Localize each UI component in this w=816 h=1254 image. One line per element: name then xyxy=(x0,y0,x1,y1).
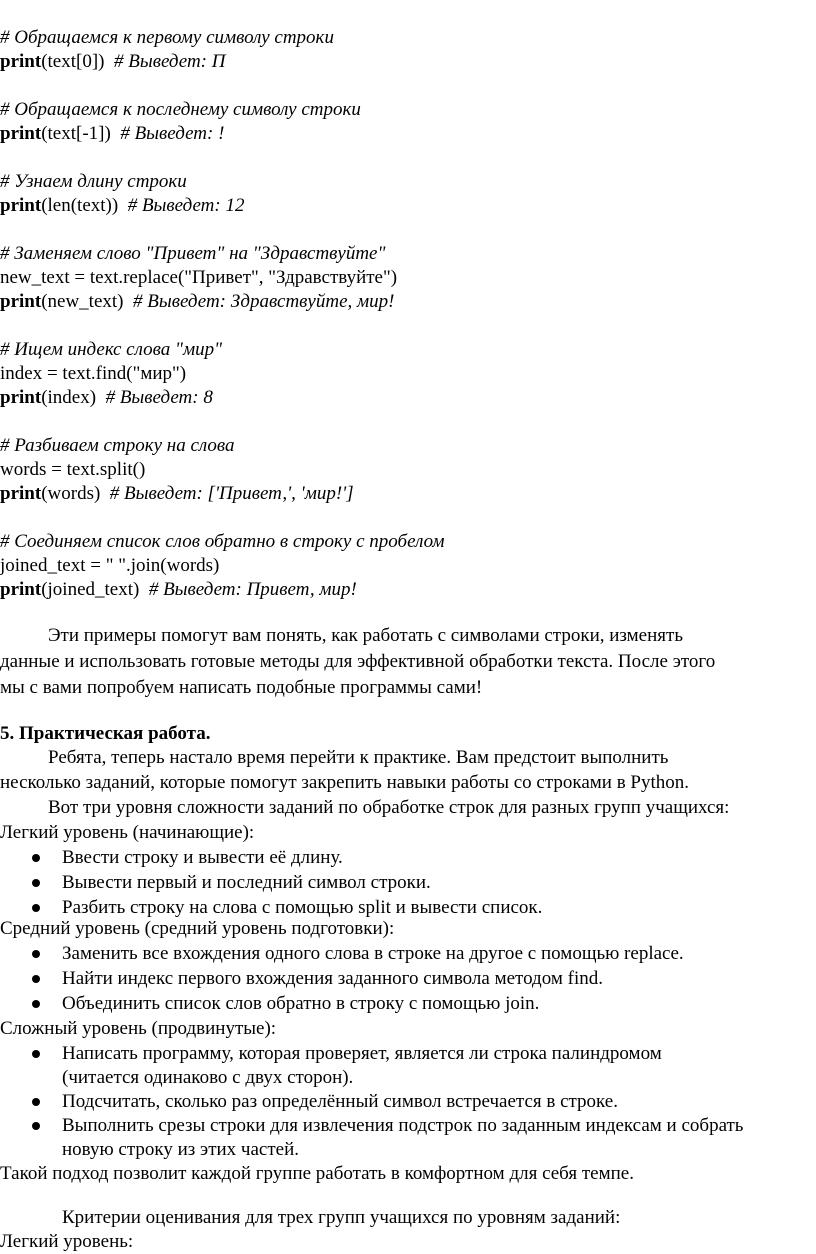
code-line xyxy=(0,290,394,314)
code-comment: # Выведет: 8 xyxy=(105,387,213,408)
code-comment: # Выведет: Здравствуйте, мир! xyxy=(133,291,395,312)
paragraph-line: Эти примеры помогут вам понять, как работать с символами строки, изменять xyxy=(48,625,683,646)
list-item: Ввести строку и вывести её длину. xyxy=(62,847,343,868)
bullet-icon xyxy=(32,1050,40,1058)
code-text: (words) xyxy=(41,483,101,504)
code-text: (joined_text) xyxy=(41,579,140,600)
code-comment: # Выведет: 12 xyxy=(127,195,245,216)
code-comment: # Выведет: Привет, мир! xyxy=(148,579,357,600)
code-comment: # Выведет: ! xyxy=(120,123,225,144)
code-line xyxy=(0,122,224,146)
code-text: (len(text)) xyxy=(41,195,119,216)
code-line xyxy=(0,194,244,218)
level-title-easy: Легкий уровень (начинающие): xyxy=(0,822,255,843)
code-line xyxy=(0,386,213,410)
print-keyword: print xyxy=(0,387,42,408)
code-comment: # Разбиваем строку на слова xyxy=(0,435,235,456)
code-text: (new_text) xyxy=(41,291,124,312)
print-keyword: print xyxy=(0,579,42,600)
list-item: Разбить строку на слова с помощью split и вывести список. xyxy=(62,897,543,918)
code-line: index = text.find("мир") xyxy=(0,363,187,384)
code-line xyxy=(0,578,357,602)
level-title-medium: Средний уровень (средний уровень подготовки): xyxy=(0,918,395,939)
print-keyword: print xyxy=(0,123,42,144)
code-line: words = text.split() xyxy=(0,459,146,480)
paragraph-line: Такой подход позволит каждой группе работать в комфортном для себя темпе. xyxy=(0,1163,634,1184)
code-line: new_text = text.replace("Привет", "Здравствуйте") xyxy=(0,267,398,288)
code-comment: # Выведет: П xyxy=(114,51,226,72)
code-text: (text[0]) xyxy=(41,51,105,72)
list-item: Вывести первый и последний символ строки. xyxy=(62,872,431,893)
bullet-icon xyxy=(32,854,40,862)
code-text: (index) xyxy=(41,387,97,408)
list-item-continuation: новую строку из этих частей. xyxy=(62,1139,299,1160)
print-keyword: print xyxy=(0,291,42,312)
code-line xyxy=(0,50,225,74)
bullet-icon xyxy=(32,1000,40,1008)
print-keyword: print xyxy=(0,483,42,504)
bullet-icon xyxy=(32,950,40,958)
criteria-easy-title: Легкий уровень: xyxy=(0,1231,134,1252)
paragraph-line: мы с вами попробуем написать подобные программы сами! xyxy=(0,677,483,698)
section-heading: 5. Практическая работа. xyxy=(0,723,211,744)
code-comment: # Узнаем длину строки xyxy=(0,171,187,192)
list-item-continuation: (читается одинаково с двух сторон). xyxy=(62,1067,354,1088)
code-line: joined_text = " ".join(words) xyxy=(0,555,220,576)
bullet-icon xyxy=(32,975,40,983)
bullet-icon xyxy=(32,879,40,887)
print-keyword: print xyxy=(0,51,42,72)
paragraph-line: данные и использовать готовые методы для эффективной обработки текста. После этого xyxy=(0,651,716,672)
list-item: Подсчитать, сколько раз определённый символ встречается в строке. xyxy=(62,1091,618,1112)
code-comment: # Заменяем слово "Привет" на "Здравствуйте" xyxy=(0,243,386,264)
code-comment: # Ищем индекс слова "мир" xyxy=(0,339,223,360)
paragraph-line: несколько заданий, которые помогут закрепить навыки работы со строками в Python. xyxy=(0,772,690,793)
code-comment: # Обращаемся к последнему символу строки xyxy=(0,99,361,120)
print-keyword: print xyxy=(0,195,42,216)
list-item: Найти индекс первого вхождения заданного символа методом find. xyxy=(62,968,603,989)
list-item: Выполнить срезы строки для извлечения подстрок по заданным индексам и собрать xyxy=(62,1115,744,1136)
paragraph-line: Ребята, теперь настало время перейти к практике. Вам предстоит выполнить xyxy=(48,747,669,768)
bullet-icon xyxy=(32,904,40,912)
bullet-icon xyxy=(32,1122,40,1130)
code-comment: # Обращаемся к первому символу строки xyxy=(0,27,334,48)
paragraph-line: Вот три уровня сложности заданий по обработке строк для разных групп учащихся: xyxy=(48,797,730,818)
list-item: Заменить все вхождения одного слова в строке на другое с помощью replace. xyxy=(62,943,684,964)
code-text: (text[-1]) xyxy=(41,123,111,144)
code-comment: # Выведет: ['Привет,', 'мир!'] xyxy=(109,483,354,504)
code-line xyxy=(0,482,354,506)
code-comment: # Соединяем список слов обратно в строку с пробелом xyxy=(0,531,445,552)
level-title-hard: Сложный уровень (продвинутые): xyxy=(0,1018,277,1039)
criteria-title: Критерии оценивания для трех групп учащихся по уровням заданий: xyxy=(62,1207,621,1228)
list-item: Объединить список слов обратно в строку с помощью join. xyxy=(62,993,540,1014)
bullet-icon xyxy=(32,1098,40,1106)
list-item: Написать программу, которая проверяет, является ли строка палиндромом xyxy=(62,1043,662,1064)
